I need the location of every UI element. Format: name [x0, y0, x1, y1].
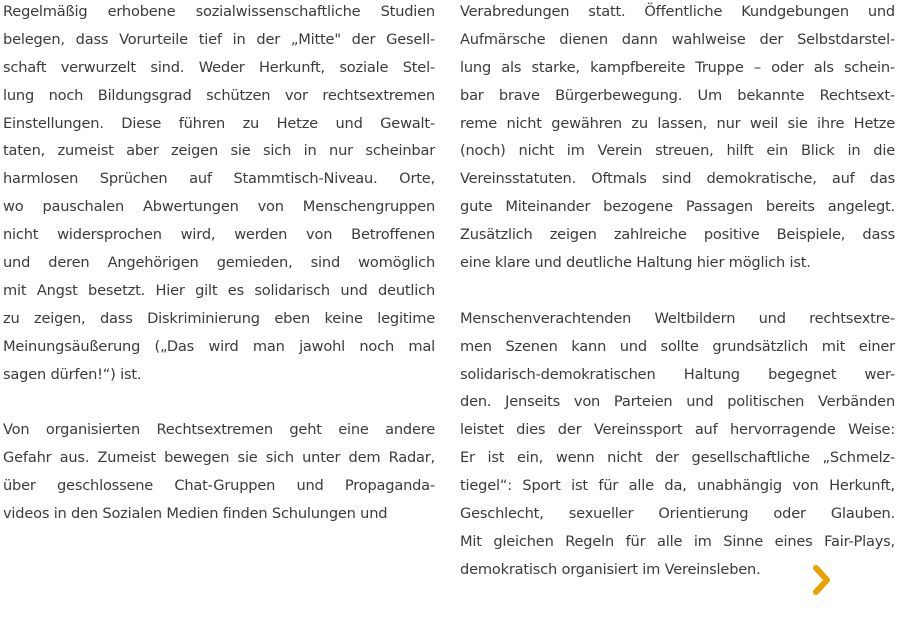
text-line: Er ist ein, wenn nicht der gesellschaftliche „Schmelz- — [460, 449, 895, 467]
paragraph — [460, 0, 895, 277]
text-line: Regelmäßig erhobene sozialwissenschaftliche Studien — [3, 3, 435, 20]
text-line: demokratisch organisiert im Vereinsleben. — [460, 560, 761, 578]
text-line: taten, zumeist aber zeigen sie sich in nur scheinbar — [3, 142, 435, 160]
text-line: nicht widersprochen wird, werden von Betroffenen — [3, 226, 435, 244]
chevron-right-icon[interactable] — [810, 563, 834, 601]
text-line: lung noch Bildungsgrad schützen vor rechtsextremen — [3, 86, 435, 104]
text-line: leistet dies der Vereinssport auf hervorragende Weise: — [460, 421, 895, 439]
text-line: über geschlossene Chat-Gruppen und Propaganda- — [3, 477, 435, 495]
text-line: eine klare und deutliche Haltung hier möglich ist. — [460, 254, 811, 272]
text-line: wo pauschalen Abwertungen von Menschengruppen — [3, 198, 435, 216]
text-line: Vereinsstatuten. Oftmals sind demokratische, auf das — [460, 170, 895, 188]
text-line: belegen, dass Vorurteile tief in der „Mitte" der Gesell- — [3, 30, 435, 48]
text-line: Menschenverachtenden Weltbildern und rechtsextre- — [460, 309, 895, 327]
text-line: und deren Angehörigen gemieden, sind womöglich — [3, 254, 435, 272]
text-line: Gefahr aus. Zumeist bewegen sie sich unter dem Radar, — [3, 449, 435, 467]
text-line: sagen dürfen!“) ist. — [3, 365, 142, 383]
text-line: Einstellungen. Diese führen zu Hetze und Gewalt- — [3, 114, 435, 132]
text-line: Mit gleichen Regeln für alle im Sinne eines Fair-Plays, — [460, 532, 895, 550]
text-line: tiegel“: Sport ist für alle da, unabhängig von Herkunft, — [460, 477, 895, 495]
text-line: schaft verwurzelt sind. Weder Herkunft, soziale Stel- — [3, 58, 435, 76]
text-line: den. Jenseits von Parteien und politischen Verbänden — [460, 393, 895, 411]
text-line: lung als starke, kampfbereite Truppe – oder als schein- — [460, 58, 895, 76]
paragraph — [460, 305, 895, 584]
text-line: (noch) nicht im Verein streuen, hilft ein Blick in die — [460, 142, 895, 160]
text-line: zu zeigen, dass Diskriminierung eben keine legitime — [3, 309, 435, 327]
text-line: solidarisch-demokratischen Haltung begegnet wer- — [460, 365, 895, 383]
chevron-shape — [816, 568, 827, 592]
text-line: Zusätzlich zeigen zahlreiche positive Beispiele, dass — [460, 226, 895, 244]
right-column — [460, 0, 895, 584]
text-line: Geschlecht, sexueller Orientierung oder Glauben. — [460, 505, 895, 523]
text-line: Aufmärsche dienen dann wahlweise der Selbstdarstel- — [460, 30, 895, 48]
text-line: gute Miteinander bezogene Passagen bereits angelegt. — [460, 198, 895, 216]
paragraph — [3, 0, 435, 388]
paragraph — [3, 416, 435, 528]
text-line: men Szenen kann und sollte grundsätzlich mit einer — [460, 337, 895, 355]
text-line: Von organisierten Rechtsextremen geht eine andere — [3, 421, 435, 439]
text-line: Verabredungen statt. Öffentliche Kundgebungen und — [460, 3, 895, 20]
text-line: reme nicht gewähren zu lassen, nur weil sie ihre Hetze — [460, 114, 895, 132]
text-line: bar brave Bürgerbewegung. Um bekannte Rechtsext- — [460, 86, 895, 104]
left-column — [3, 0, 435, 528]
text-line: videos in den Sozialen Medien finden Schulungen und — [3, 505, 388, 523]
text-line: harmlosen Sprüchen auf Stammtisch-Niveau. Orte, — [3, 170, 435, 188]
text-line: Meinungsäußerung („Das wird man jawohl noch mal — [3, 337, 435, 355]
text-line: mit Angst besetzt. Hier gilt es solidarisch und deutlich — [3, 281, 435, 299]
